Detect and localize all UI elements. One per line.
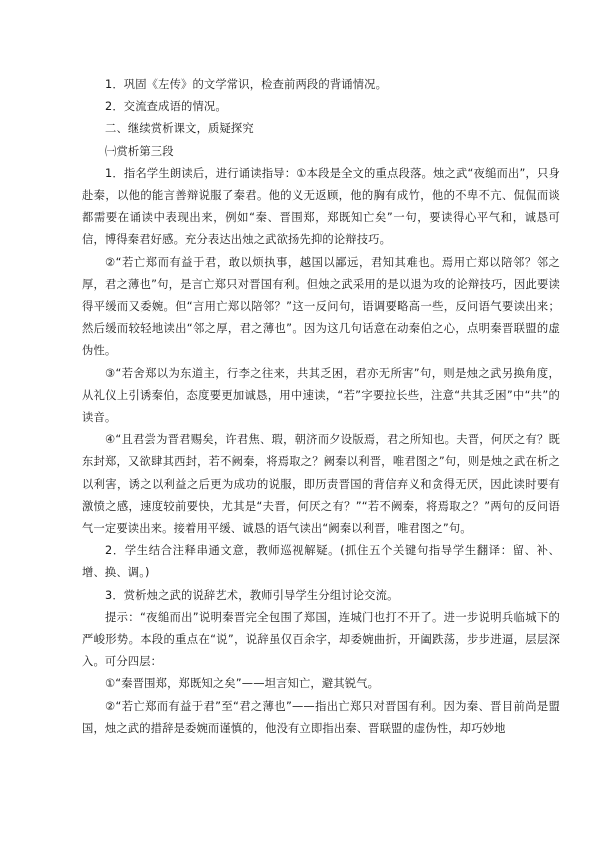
section-heading: 二、继续赏析课文，质疑探究 bbox=[105, 122, 254, 136]
analysis-point-3: ③“若舍郑以为东道主，行李之往来，共其乏困，君亦无所害”句，则是烛之武另换角度，从礼仪上引诱秦伯，态度要更加诚恳，用中速读，“若”字要拉长些，注意“共其乏困”中“共”的读音。 bbox=[82, 366, 560, 425]
review-item-1: 1．巩固《左传》的文学常识，检查前两段的背诵情况。 bbox=[105, 78, 388, 91]
review-item-2: 2．交流查成语的情况。 bbox=[105, 100, 227, 114]
subsection-heading: ㈠赏析第三段 bbox=[105, 144, 174, 158]
document-body bbox=[82, 74, 560, 740]
layer-2-paragraph: ②“若亡郑而有益于君”至“君之薄也”——指出亡郑只对晋国有利。因为秦、晋目前尚是盟国，烛之武的措辞是委婉而谨慎的，他没有立即指出秦、晋联盟的虚伪性，却巧妙地 bbox=[82, 699, 560, 735]
analysis-point-2: ②“若亡郑而有益于君，敢以烦执事，越国以鄙远，君知其难也。焉用亡郑以陪邻？邻之厚，君之薄也”句，是言亡郑只对晋国有利。但烛之武采用的是以退为攻的论辩技巧，因此要读得平缓而又委婉。但“言用亡郑以陪邻？”这一反问句，语调要略高一些，反问语气要读出来；然后缓而较轻地读出“邻之厚，君之薄也”。因为这几句话意在动秦伯之心，点明秦晋联盟的虚伪性。 bbox=[82, 255, 560, 358]
layer-1-paragraph: ①“秦晋围郑，郑既知之矣”——坦言知亡，避其锐气。 bbox=[105, 677, 380, 691]
reading-guidance-paragraph: 1．指名学生朗读后，进行诵读指导：①本段是全文的重点段落。烛之武“夜缒而出”，只身赴秦，以他的能言善辩说服了秦君。他的义无返顾，他的胸有成竹，他的不卑不亢、侃侃而谈都需要在诵读中表现出来，例如“秦、晋围郑，郑既知亡矣”一句，要读得心平气和，诚恳可信，博得秦君好感。充分表达出烛之武欲扬先抑的论辩技巧。 bbox=[82, 166, 560, 247]
step-3-paragraph: 3．赏析烛之武的说辞艺术，教师引导学生分组讨论交流。 bbox=[105, 588, 399, 602]
hint-paragraph: 提示：“夜缒而出”说明秦晋完全包围了郑国，连城门也打不开了。进一步说明兵临城下的严峻形势。本段的重点在“说”，说辞虽仅百余字，却委婉曲折，开阖跌荡，步步进逼，层层深入。可分四层： bbox=[82, 610, 560, 669]
step-2-paragraph: 2．学生结合注释串通文意，教师巡视解疑。(抓住五个关键句指导学生翻译：留、补、增、换、调。) bbox=[82, 544, 560, 580]
analysis-point-4: ④“且君尝为晋君赐矣，许君焦、瑕，朝济而夕设版焉，君之所知也。夫晋，何厌之有？既东封郑，又欲肆其西封，若不阙秦，将焉取之？阙秦以利晋，唯君图之”句，则是烛之武在析之以利害，诱之以利益之后更为成功的说服，即历责晋国的背信弃义和贪得无厌，因此读时要有激愤之感，速度较前要快，尤其是“夫晋，何厌之有？”“若不阙秦，将焉取之？”两句的反问语气一定要读出来。接着用平缓、诚恳的语气读出“阙秦以利晋，唯君图之”句。 bbox=[82, 433, 560, 536]
